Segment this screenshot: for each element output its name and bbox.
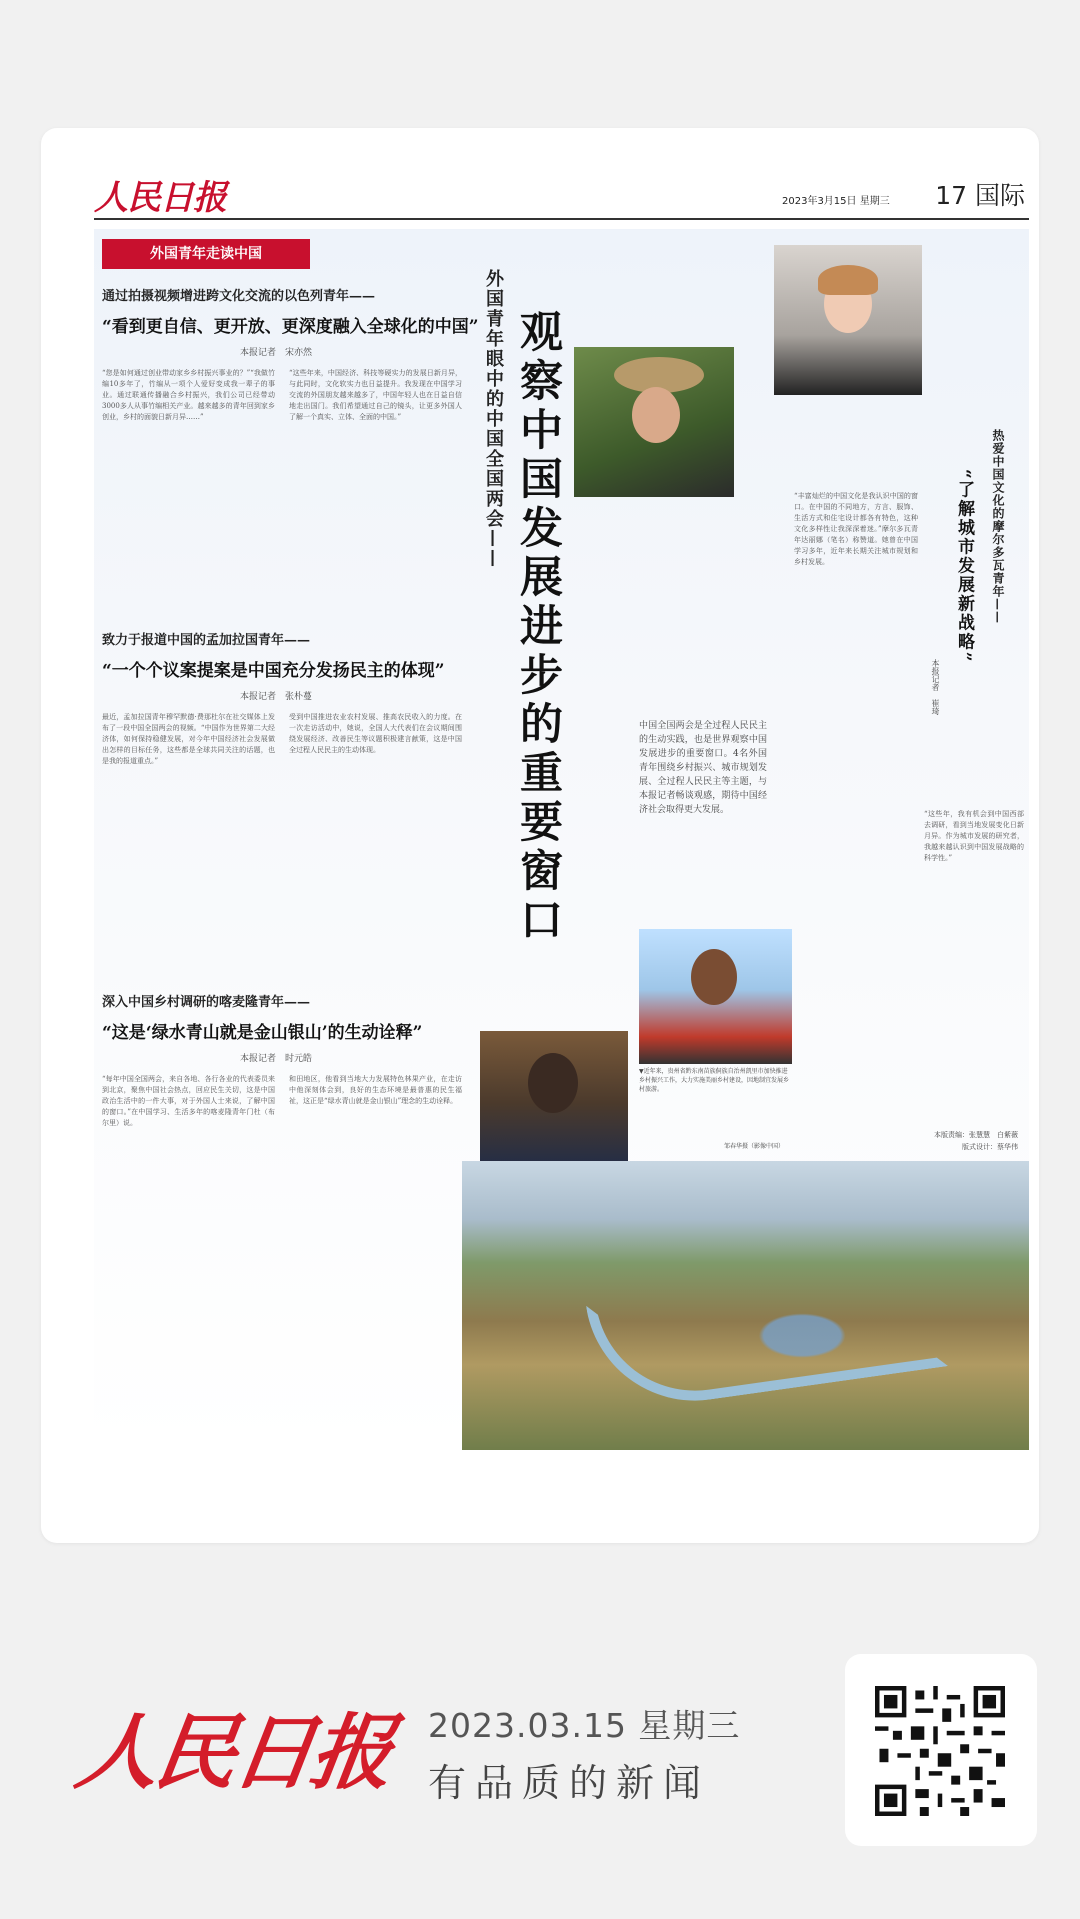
section-tag: 外国青年走读中国 <box>102 239 310 269</box>
right-article-body: “丰富灿烂的中国文化是我认识中国的窗口。在中国的不同地方，方言、服饰、生活方式和住宅设计都各有特色，这种文化多样性让我深深着迷。”摩尔多瓦青年达丽娜（笔名）称赞道。她曾在中国学习多年，近年来长期关注城市规划和乡村发展。 <box>794 492 918 566</box>
portrait-photo-israel <box>574 347 734 497</box>
article-column: “这些年来，中国经济、科技等硬实力的发展日新月异，与此同时，文化软实力也日益提升。我发现在中国学习交流的外国朋友越来越多了，中国年轻人也在日益自信地走出国门。我们希望通过自己的镜头，让更多外国人了解一个真实、立体、全面的中国。” <box>289 369 462 421</box>
footer-date: 2023.03.15 星期三 <box>428 1706 741 1745</box>
landscape-photo <box>462 1161 1029 1450</box>
right-article-headline: “了解城市发展新战略” <box>954 469 974 664</box>
article-column: 受到中国推进农业农村发展、推高农民收入的力度。在一次走访活动中，她说，全国人大代表们在会议期间围绕发展经济、改善民生等议题积极建言献策，这是中国全过程人民民主的生动体现。 <box>289 713 462 754</box>
masthead-section: 17 国际 <box>935 181 1025 210</box>
newspaper-page <box>94 229 1029 1450</box>
article-byline: 本报记者 时元皓 <box>239 1054 312 1064</box>
qr-code-icon <box>875 1686 1005 1816</box>
article-cameroon <box>102 991 462 1414</box>
article-kicker: 致力于报道中国的孟加拉国青年—— <box>102 633 311 648</box>
masthead-logo: 人民日报 <box>94 178 226 218</box>
portrait-photo-cameroon <box>480 1031 628 1176</box>
masthead <box>94 168 1029 220</box>
article-headline: “一个个议案提案是中国充分发扬民主的体现” <box>102 661 445 681</box>
article-headline: “看到更自信、更开放、更深度融入全球化的中国” <box>102 317 479 337</box>
article-byline: 本报记者 宋亦然 <box>239 348 312 358</box>
masthead-date: 2023年3月15日 星期三 <box>782 196 890 207</box>
article-column: “您是如何通过创业带动家乡乡村振兴事业的？”“我做竹编10多年了，竹编从一项个人爱好变成我一辈子的事业。通过联通传播融合乡村振兴，我们公司已经带动3000多人从事竹编相关产业。越来越多的青年回到家乡创业，乡村的面貌日新月异……” <box>102 369 275 421</box>
editor-credit: 本版责编：张慧慧 白紫薇 版式设计：蔡华伟 <box>934 1131 1018 1151</box>
article-kicker: 通过拍摄视频增进跨文化交流的以色列青年—— <box>102 289 376 304</box>
center-title: 观察中国发展进步的重要窗口 <box>513 309 563 946</box>
landscape-photo-caption: ▼近年来，贵州省黔东南苗族侗族自治州凯里市加快推进乡村振兴工作，大力实施美丽乡村建设，因地制宜发展乡村旅游。 <box>639 1068 790 1093</box>
portrait-photo-moldova <box>774 245 922 395</box>
article-bangladesh <box>102 629 462 992</box>
article-column: “每年中国全国两会，来自各地、各行各业的代表委员来到北京，聚焦中国社会热点，回应民生关切，这是中国政治生活中的一件大事，对于外国人士来说，了解中国的窗口。”在中国学习、生活多年的喀麦隆青年门杜（布尔里）说。 <box>102 1075 275 1127</box>
right-article-byline: 本报记者 崔琦 <box>931 659 940 715</box>
article-byline: 本报记者 张朴蔓 <box>239 692 312 702</box>
article-israel <box>102 285 479 638</box>
portrait-photo-bangladesh <box>639 929 792 1064</box>
qr-code-card[interactable] <box>845 1654 1037 1846</box>
center-subtitle: 外国青年眼中的中国全国两会—— <box>483 269 504 569</box>
footer-slogan: 有品质的新闻 <box>428 1761 711 1805</box>
right-article-kicker: 热爱中国文化的摩尔多瓦青年—— <box>991 429 1005 624</box>
article-headline: “这是‘绿水青山就是金山银山’的生动诠释” <box>102 1023 423 1043</box>
footer-logo: 人民日报 <box>70 1705 396 1801</box>
article-column: 和田地区，他看到当地大力发展特色林果产业，在走访中他深刻体会到，良好的生态环境是最普惠的民生福祉，这正是“绿水青山就是金山银山”理念的生动诠释。 <box>289 1075 462 1105</box>
center-caption: 中国全国两会是全过程人民民主的生动实践，也是世界观察中国发展进步的重要窗口。4名外国青年围绕乡村振兴、城市规划发展、全过程人民民主等主题，与本报记者畅谈观感，期待中国经济社会取得更大发展。 <box>639 721 767 815</box>
article-column: 最近，孟加拉国青年穆罕默德·费那杜尔在社交媒体上发布了一段中国全国两会的视频。“中国作为世界第二大经济体，如何保持稳健发展，对今年中国经济社会发展做出怎样的目标任务，这些都是全球共同关注的话题，也是我的报道重点。” <box>102 713 275 765</box>
photo-credit: 邹春华摄（影像中国） <box>724 1143 785 1150</box>
article-kicker: 深入中国乡村调研的喀麦隆青年—— <box>102 995 311 1010</box>
newspaper-card <box>41 128 1039 1543</box>
right-article-body-2: “这些年，我有机会到中国西部去调研，看到当地发展变化日新月异。作为城市发展的研究者，我越来越认识到中国发展战略的科学性。” <box>924 810 1024 862</box>
river-shape <box>586 1257 948 1415</box>
